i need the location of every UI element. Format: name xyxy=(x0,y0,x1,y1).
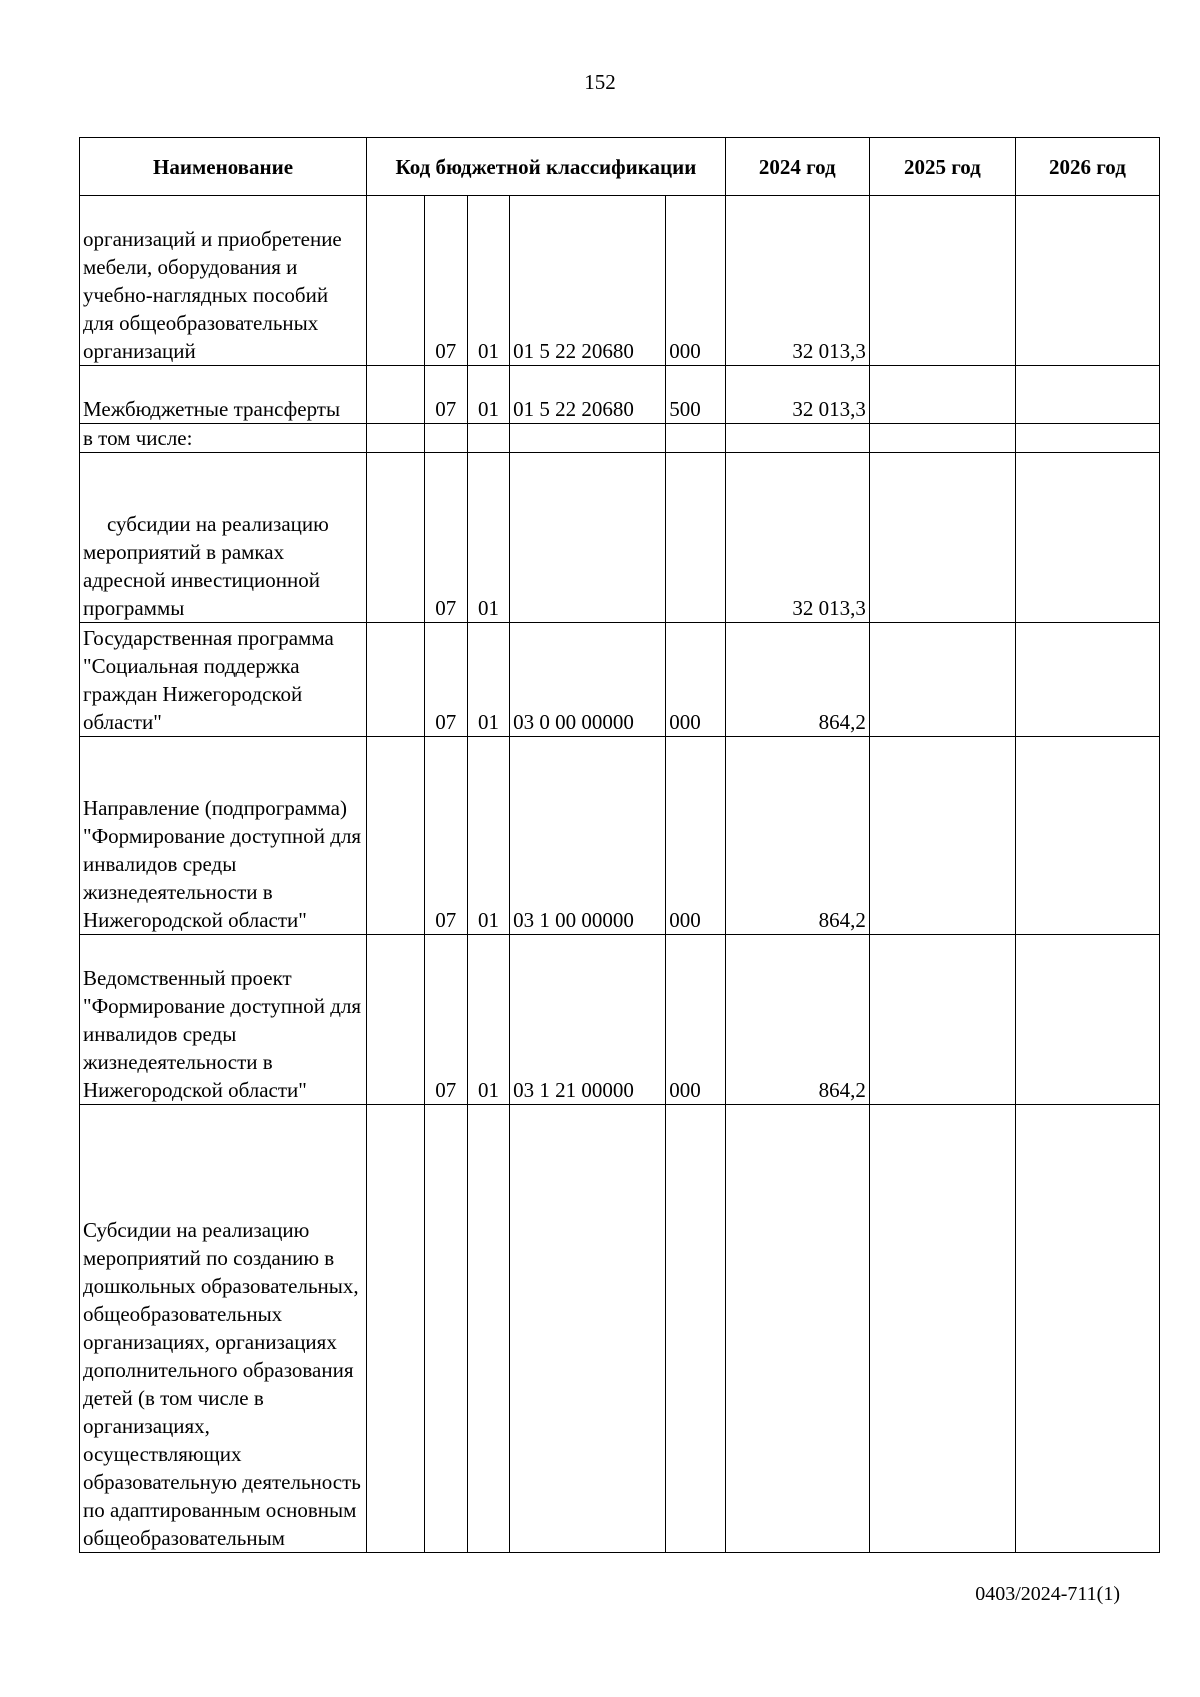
row-blank xyxy=(367,737,424,935)
row-expense-type xyxy=(666,424,725,453)
row-blank xyxy=(367,935,424,1105)
row-pr: 01 xyxy=(467,623,509,737)
table-row xyxy=(80,196,1160,366)
row-pr xyxy=(467,1105,509,1553)
row-2026 xyxy=(1015,737,1159,935)
table-row xyxy=(80,453,1160,623)
row-2025 xyxy=(869,935,1015,1105)
row-pr: 01 xyxy=(467,737,509,935)
row-pr: 01 xyxy=(467,453,509,623)
row-name: Государственная программа "Социальная поддержка граждан Нижегородской области" xyxy=(80,623,367,737)
row-2024: 864,2 xyxy=(725,935,869,1105)
row-target: 01 5 22 20680 xyxy=(510,196,666,366)
row-target xyxy=(510,453,666,623)
row-target: 01 5 22 20680 xyxy=(510,366,666,424)
row-2025 xyxy=(869,623,1015,737)
row-target xyxy=(510,424,666,453)
row-blank xyxy=(367,196,424,366)
table-row xyxy=(80,424,1160,453)
row-name: Направление (подпрограмма) "Формирование доступной для инвалидов среды жизнедеятельности в Нижегородской области" xyxy=(80,737,367,935)
header-2026: 2026 год xyxy=(1015,138,1159,196)
row-rz xyxy=(424,1105,467,1553)
table-row xyxy=(80,737,1160,935)
row-expense-type: 000 xyxy=(666,935,725,1105)
row-pr: 01 xyxy=(467,366,509,424)
header-2024: 2024 год xyxy=(725,138,869,196)
row-rz: 07 xyxy=(424,196,467,366)
row-2025 xyxy=(869,366,1015,424)
row-expense-type xyxy=(666,453,725,623)
row-blank xyxy=(367,453,424,623)
row-2025 xyxy=(869,1105,1015,1553)
row-target xyxy=(510,1105,666,1553)
row-2026 xyxy=(1015,366,1159,424)
row-rz: 07 xyxy=(424,623,467,737)
row-2024: 864,2 xyxy=(725,737,869,935)
row-2025 xyxy=(869,453,1015,623)
row-name xyxy=(80,453,367,623)
row-rz xyxy=(424,424,467,453)
row-expense-type: 000 xyxy=(666,623,725,737)
row-2024 xyxy=(725,424,869,453)
row-target: 03 1 21 00000 xyxy=(510,935,666,1105)
row-name: Субсидии на реализацию мероприятий по созданию в дошкольных образовательных, общеобразовательных организациях, организациях дополнительного образования детей (в том числе в организациях, осуществляющих образовательную деятельность по адаптированным основным общеобразовательным xyxy=(80,1105,367,1553)
row-name: Межбюджетные трансферты xyxy=(80,366,367,424)
document-code: 0403/2024-711(1) xyxy=(975,1583,1120,1605)
row-pr: 01 xyxy=(467,196,509,366)
row-rz: 07 xyxy=(424,935,467,1105)
row-blank xyxy=(367,623,424,737)
row-2026 xyxy=(1015,1105,1159,1553)
row-2025 xyxy=(869,196,1015,366)
row-2024 xyxy=(725,1105,869,1553)
row-2024: 32 013,3 xyxy=(725,453,869,623)
header-code: Код бюджетной классификации xyxy=(367,138,726,196)
row-expense-type xyxy=(666,1105,725,1553)
row-expense-type: 000 xyxy=(666,737,725,935)
row-expense-type: 000 xyxy=(666,196,725,366)
budget-table xyxy=(79,137,1160,1553)
row-rz: 07 xyxy=(424,737,467,935)
row-rz: 07 xyxy=(424,366,467,424)
row-name: организаций и приобретение мебели, оборудования и учебно-наглядных пособий для общеобразовательных организаций xyxy=(80,196,367,366)
row-expense-type: 500 xyxy=(666,366,725,424)
row-2025 xyxy=(869,737,1015,935)
page-number: 152 xyxy=(584,70,616,94)
row-pr: 01 xyxy=(467,935,509,1105)
row-pr xyxy=(467,424,509,453)
row-name: Ведомственный проект "Формирование доступной для инвалидов среды жизнедеятельности в Нижегородской области" xyxy=(80,935,367,1105)
row-target: 03 1 00 00000 xyxy=(510,737,666,935)
row-name: в том числе: xyxy=(80,424,367,453)
header-2025: 2025 год xyxy=(869,138,1015,196)
header-name: Наименование xyxy=(80,138,367,196)
row-blank xyxy=(367,366,424,424)
table-header-row xyxy=(80,138,1160,196)
row-2026 xyxy=(1015,453,1159,623)
row-2026 xyxy=(1015,196,1159,366)
row-blank xyxy=(367,1105,424,1553)
row-2026 xyxy=(1015,424,1159,453)
row-blank xyxy=(367,424,424,453)
row-2024: 32 013,3 xyxy=(725,366,869,424)
row-2025 xyxy=(869,424,1015,453)
table-row xyxy=(80,1105,1160,1553)
row-2026 xyxy=(1015,935,1159,1105)
table-row xyxy=(80,935,1160,1105)
row-2024: 864,2 xyxy=(725,623,869,737)
row-target: 03 0 00 00000 xyxy=(510,623,666,737)
table-row xyxy=(80,366,1160,424)
row-2026 xyxy=(1015,623,1159,737)
row-rz: 07 xyxy=(424,453,467,623)
row-name-text: субсидии на реализацию мероприятий в рамках адресной инвестиционной программы xyxy=(83,512,329,620)
row-2024: 32 013,3 xyxy=(725,196,869,366)
table-row xyxy=(80,623,1160,737)
